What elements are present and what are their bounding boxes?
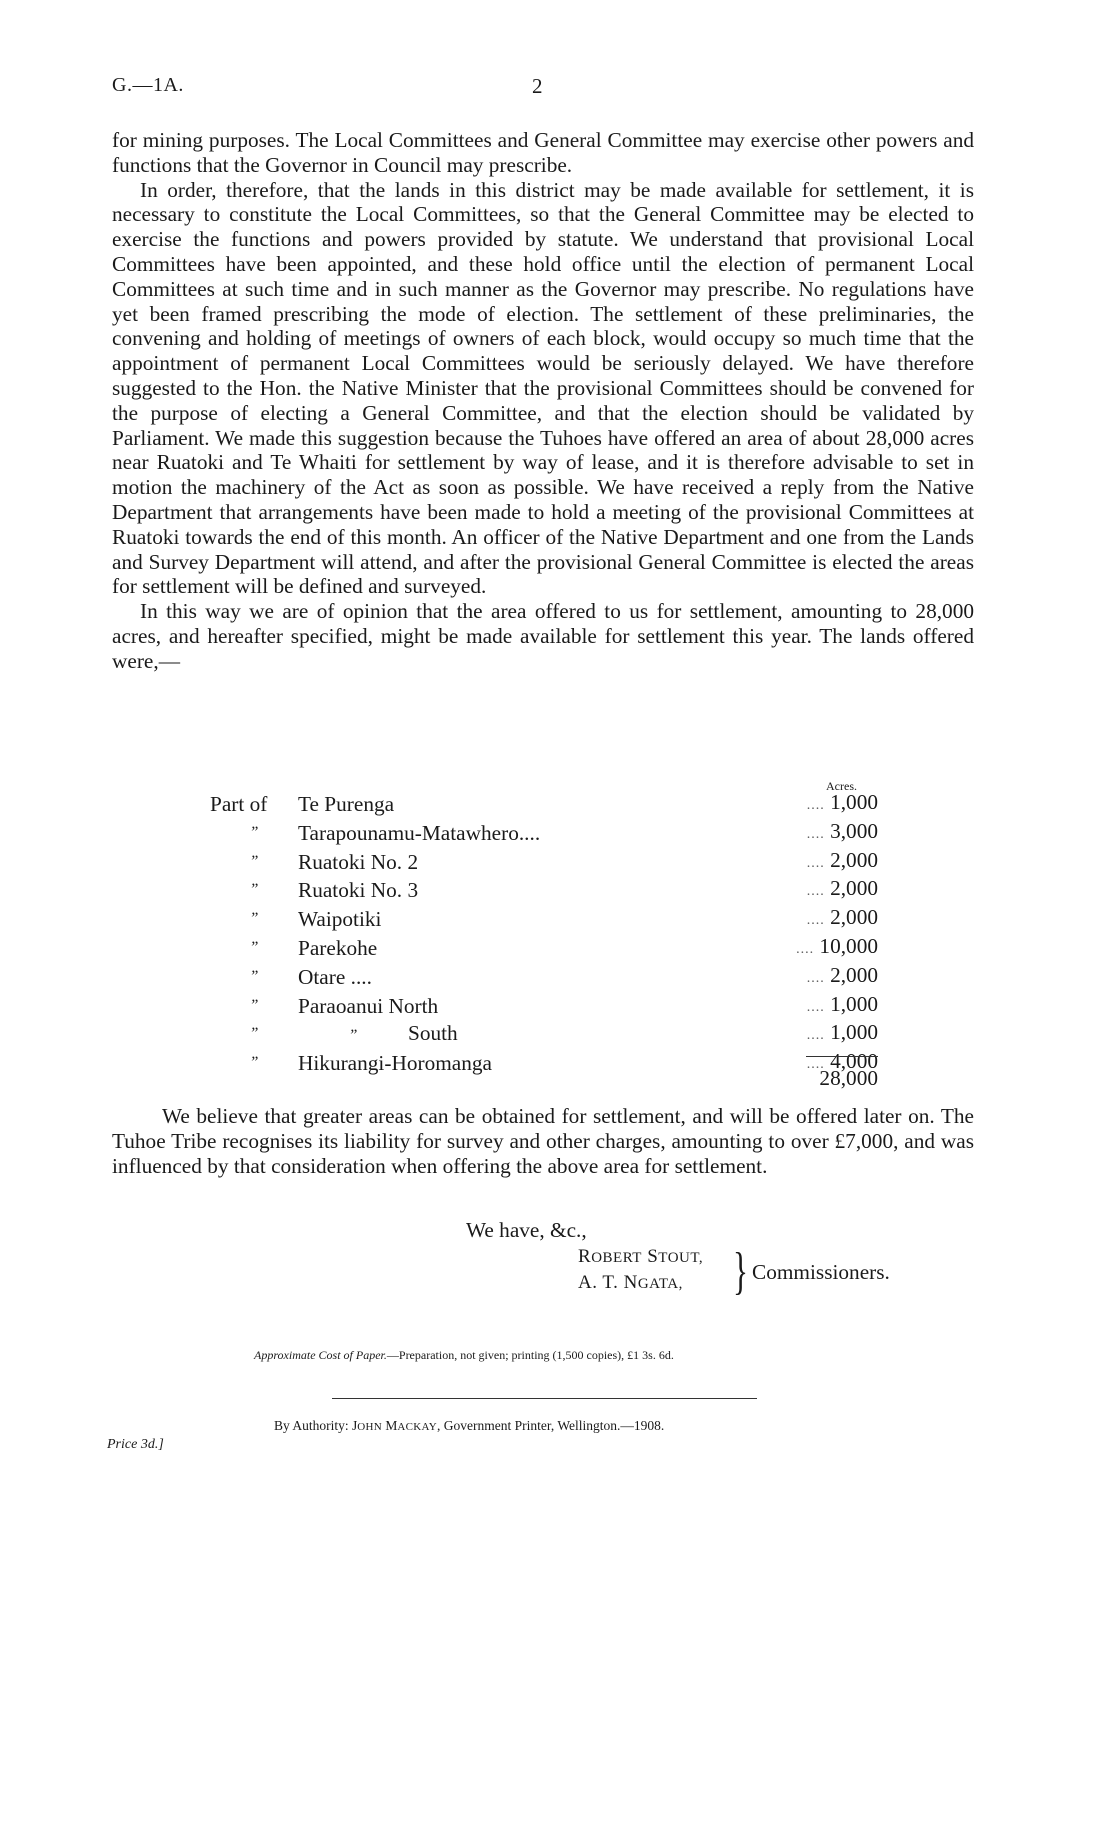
ditto-mark: ”: [249, 1054, 259, 1072]
table-row: [210, 905, 878, 934]
ditto-mark: ”: [249, 967, 259, 985]
block-acres: [778, 848, 878, 877]
ditto-mark: ”: [249, 910, 259, 928]
block-name-text: South: [408, 1020, 458, 1045]
dot-leader: ....: [806, 999, 825, 1015]
table-row: [210, 790, 878, 819]
page-number: 2: [532, 74, 543, 98]
printer-smallcaps: ACKAY: [397, 1421, 438, 1433]
cost-label: Approximate Cost of Paper.: [254, 1348, 387, 1362]
signatory-stout: [578, 1246, 703, 1268]
block-name: Ruatoki No. 2: [298, 849, 419, 874]
price: Price 3d.]: [107, 1437, 164, 1452]
body-text: [112, 128, 974, 674]
dot-leader: ....: [796, 941, 815, 957]
acres-value: 1,000: [830, 1020, 878, 1045]
cost-detail: —Preparation, not given; printing (1,500 copies), £1 3s. 6d.: [386, 1348, 674, 1362]
ditto-mark: ”: [348, 1026, 358, 1044]
block-name: Tarapounamu-Matawhero....: [298, 820, 541, 845]
block-name: Waipotiki: [298, 907, 382, 932]
table-row: [210, 848, 878, 877]
paragraph-1: for mining purposes. The Local Committees and General Committee may exercise other powers and functions that the Governor in Council may prescribe.: [112, 128, 974, 177]
acres-value: 3,000: [830, 818, 878, 843]
footer-rule: [332, 1398, 757, 1399]
printer-smallcaps: OHN: [357, 1421, 383, 1433]
table-row: [210, 992, 878, 1021]
block-acres: [778, 934, 878, 963]
table-row: [210, 876, 878, 905]
block-name: Paraoanui North: [298, 993, 439, 1018]
acres-value: 10,000: [819, 933, 878, 958]
block-name: [298, 1020, 778, 1049]
table-row: [210, 934, 878, 963]
closing-paragraph: We believe that greater areas can be obtained for settlement, and will be offered later on. The Tuhoe Tribe recognises its liability for survey and other charges, amounting to over £7,000, and was influenced by that consideration when offering the above area for settlement.: [112, 1104, 974, 1178]
ditto-mark: ”: [249, 852, 259, 870]
dot-leader: ....: [806, 826, 825, 842]
block-acres: [778, 992, 878, 1021]
acres-column-header: Acres.: [826, 779, 857, 793]
dot-leader: ....: [806, 1028, 825, 1044]
salutation: We have, &c.,: [466, 1218, 587, 1242]
acres-value: 2,000: [830, 962, 878, 987]
brace-glyph: }: [733, 1243, 748, 1300]
block-name: Hikurangi-Horomanga: [298, 1051, 492, 1076]
sig-letter: S: [647, 1246, 659, 1267]
paragraph-2: In order, therefore, that the lands in this district may be made available for settlement, it is necessary to constitute the Local Committees, so that the General Committee may be elected to exercise the functions and powers provided by statute. We understand that provisional Local Committees have been appointed, and these hold office until the election of permanent Local Committees at such time and in such manner as the Governor may prescribe. No regulations have yet been framed prescribing the mode of election. The settlement of these preliminaries, the convening and holding of meetings of owners of each block, would occupy so much time that the appointment of permanent Local Committees would be seriously delayed. We have therefore suggested to the Hon. the Native Minister that the provisional Committees should be convened for the purpose of electing a General Committee, and that the election should be validated by Parliament. We made this suggestion because the Tuhoes have offered an area of about 28,000 acres near Ruatoki and Te Whaiti for settlement by way of lease, and it is therefore advisable to set in motion the machinery of the Act as soon as possible. We have received a reply from the Native Department that arrangements have been made to hold a meeting of the provisional Committees at Ruatoki towards the end of this month. An officer of the Native Department and one from the Lands and Survey Department will attend, and after the provisional General Committee is elected the areas for settlement will be defined and surveyed.: [112, 177, 974, 599]
ditto-mark: ”: [249, 938, 259, 956]
table-row: [210, 819, 878, 848]
signatory-ngata: [578, 1272, 683, 1294]
ditto-mark: ”: [249, 823, 259, 841]
block-name: Te Purenga: [298, 792, 395, 816]
ditto-mark: ”: [249, 1025, 259, 1043]
part-of-label: Part of: [210, 792, 268, 816]
acres-value: 1,000: [830, 991, 878, 1016]
sig-smallcaps: TOUT,: [658, 1250, 704, 1266]
printer-authority: [274, 1418, 664, 1434]
block-name: Ruatoki No. 3: [298, 878, 419, 903]
dot-leader: ....: [806, 855, 825, 871]
block-acres: [778, 1020, 878, 1049]
acres-value: 1,000: [830, 790, 878, 814]
block-acres: [778, 905, 878, 934]
block-name: Parekohe: [298, 935, 378, 960]
block-acres: [778, 963, 878, 992]
printer-letter: J: [352, 1418, 358, 1433]
acres-value: 2,000: [830, 876, 878, 901]
sig-letter: R: [578, 1246, 592, 1267]
commissioners-title: Commissioners.: [752, 1260, 890, 1284]
cost-note: [254, 1348, 674, 1363]
acres-value: 2,000: [830, 847, 878, 872]
total-rule: [806, 1056, 878, 1057]
ditto-mark: ”: [249, 881, 259, 899]
block-acres: [778, 819, 878, 848]
block-name: Otare ....: [298, 964, 372, 989]
ditto-mark: ”: [249, 996, 259, 1014]
authority-prefix: By Authority:: [274, 1418, 353, 1433]
dot-leader: ....: [806, 1057, 825, 1073]
acres-value: 4,000: [830, 1049, 878, 1074]
lands-offered-table: [210, 790, 878, 1078]
acres-value: 2,000: [830, 905, 878, 930]
sig-initials: A. T.: [578, 1272, 624, 1293]
table-row: [210, 1020, 878, 1049]
table-row: [210, 963, 878, 992]
total-acres: 28,000: [819, 1066, 878, 1090]
sig-letter: N: [623, 1272, 638, 1293]
paragraph-3: In this way we are of opinion that the area offered to us for settlement, amounting to 28,000 acres, and hereafter specified, might be made available for settlement this year. The lands offered were,—: [112, 599, 974, 673]
series-reference: G.—1A.: [112, 74, 184, 96]
dot-leader: ....: [806, 798, 825, 813]
dot-leader: ....: [806, 970, 825, 986]
block-acres: [778, 876, 878, 905]
dot-leader: ....: [806, 913, 825, 929]
sig-smallcaps: OBERT: [591, 1250, 642, 1266]
authority-suffix: , Government Printer, Wellington.—1908.: [437, 1418, 665, 1433]
dot-leader: ....: [806, 884, 825, 900]
block-acres: [778, 790, 878, 819]
printer-letter: M: [385, 1418, 398, 1433]
sig-smallcaps: GATA,: [637, 1276, 683, 1292]
